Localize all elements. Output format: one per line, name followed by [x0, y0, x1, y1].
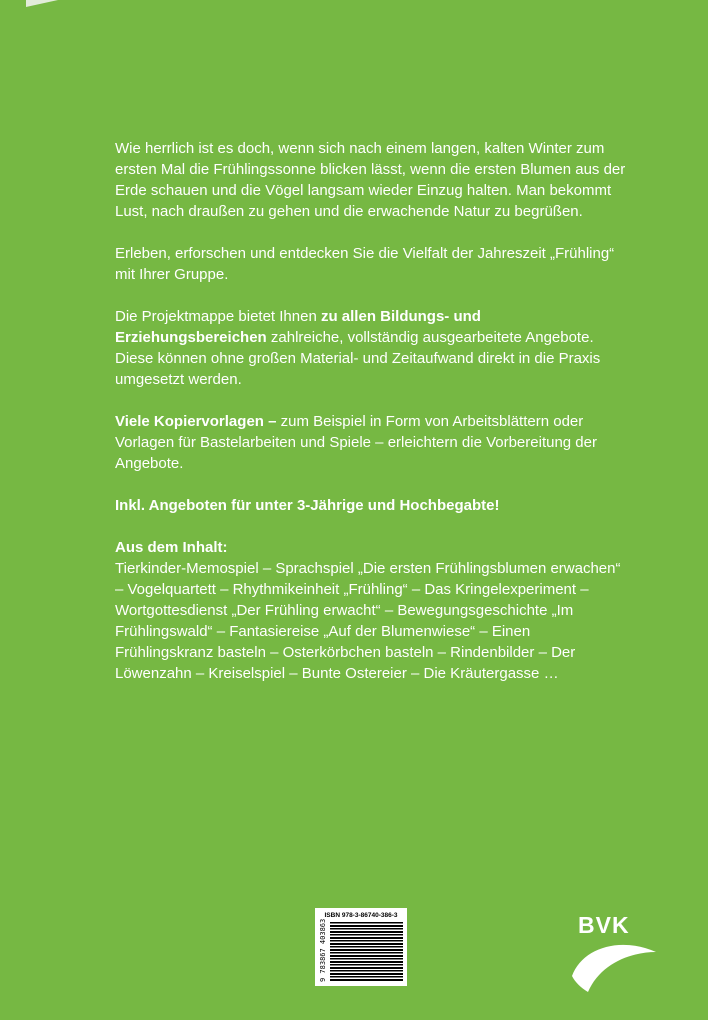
publisher-logo [568, 912, 660, 996]
publisher-leaf-icon [568, 936, 660, 996]
barcode [319, 918, 403, 982]
p3-text-pre: Die Projektmappe bietet Ihnen [115, 308, 321, 325]
barcode-bars [330, 922, 403, 982]
intro-paragraph: Wie herrlich ist es doch, wenn sich nach einem langen, kalten Winter zum ersten Mal die Frühlingssonne blicken lässt, wenn die ersten Blumen aus der Erde schauen und die Vögel langsam wieder Einzug halten. Man bekommt Lust, nach draußen zu gehen und die erwachende Natur zu begrüßen. [115, 140, 626, 220]
barcode-digits: 9 783867 403863 [319, 918, 327, 982]
isbn-barcode-box [315, 908, 407, 986]
copy-templates-paragraph [115, 411, 627, 474]
isbn-label: ISBN 978-3-86740-386-3 [324, 912, 398, 919]
p3-text-bold: zu allen Bildungs- und Erziehungsbereichen [115, 308, 481, 346]
contents-heading: Aus dem Inhalt: [115, 539, 228, 556]
p4-text-post: zum Beispiel in Form von Arbeitsblättern oder Vorlagen für Bastelarbeiten und Spiele – erleichtern die Vorbereitung der Angebote. [115, 413, 597, 472]
project-folder-paragraph [115, 306, 627, 390]
p4-text-bold: Viele Kopiervorlagen – [115, 413, 281, 430]
p3-text-post: zahlreiche, vollständig ausgearbeitete Angebote. Diese können ohne großen Material- und Zeitaufwand direkt in die Praxis umgesetzt werden. [115, 329, 601, 388]
inclusion-note: Inkl. Angeboten für unter 3-Jährige und Hochbegabte! [115, 497, 500, 514]
back-cover-text-block [115, 138, 627, 705]
contents-list: Tierkinder-Memospiel – Sprachspiel „Die ersten Frühlingsblumen erwachen“ – Vogelquartett – Rhythmikeinheit „Frühling“ – Das Kringelexperiment – Wortgottesdienst „Der Frühling erwacht“ – Bewegungsgeschichte „Im Frühlingswald“ – Fantasiereise „Auf der Blumenwiese“ – Einen Frühlingskranz basteln – Osterkörbchen basteln – Rindenbilder – Der Löwenzahn – Kreiselspiel – Bunte Ostereier – Die Kräutergasse … [115, 560, 621, 682]
publisher-logo-text: BVK [578, 912, 630, 938]
invitation-paragraph: Erleben, erforschen und entdecken Sie die Vielfalt der Jahreszeit „Frühling“ mit Ihrer Gruppe. [115, 245, 615, 283]
page-corner-artifact [26, 0, 58, 7]
